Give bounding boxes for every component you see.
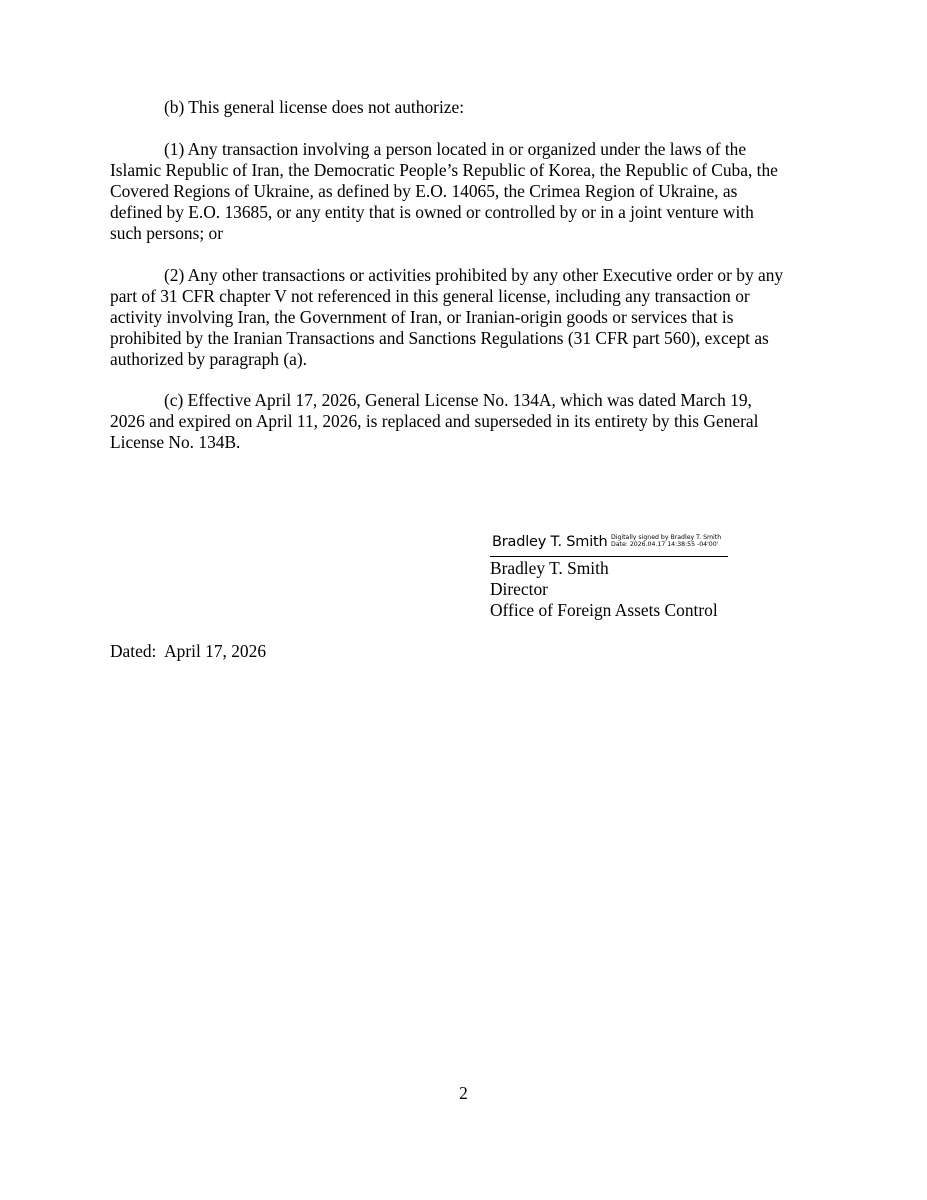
paragraph-2-line: prohibited by the Iranian Transactions and Sanctions Regulations (31 CFR part 560), except as	[110, 328, 769, 348]
dated-line: Dated: April 17, 2026	[110, 641, 267, 661]
signatory-office: Office of Foreign Assets Control	[490, 600, 718, 620]
paragraph-c-line: License No. 134B.	[110, 432, 241, 452]
signatory-details	[490, 558, 750, 621]
paragraph-1-line: Covered Regions of Ukraine, as defined by E.O. 14065, the Crimea Region of Ukraine, as	[110, 181, 738, 201]
paragraph-1-line: defined by E.O. 13685, or any entity that is owned or controlled by or in a joint venture with	[110, 202, 754, 222]
digital-signature-name: Bradley T. Smith	[492, 534, 608, 550]
paragraph-2-line: (2) Any other transactions or activities prohibited by any other Executive order or by any	[164, 265, 784, 285]
paragraph-2	[110, 265, 783, 370]
digital-signature-date: Date: 2026.04.17 14:38:55 -04'00'	[611, 541, 719, 549]
paragraph-2-line: authorized by paragraph (a).	[110, 349, 307, 369]
paragraph-1-line: (1) Any transaction involving a person located in or organized under the laws of the	[164, 139, 747, 159]
digital-signature-signed-by: Digitally signed by Bradley T. Smith	[611, 534, 722, 541]
paragraph-c-line: 2026 and expired on April 11, 2026, is replaced and superseded in its entirety by this General	[110, 411, 759, 431]
paragraph-1-line: Islamic Republic of Iran, the Democratic People’s Republic of Korea, the Republic of Cuba, the	[110, 160, 778, 180]
paragraph-b	[110, 97, 464, 118]
signature-block	[490, 532, 750, 621]
page-number: 2	[459, 1083, 468, 1103]
paragraph-1	[110, 139, 778, 244]
paragraph-2-line: part of 31 CFR chapter V not referenced in this general license, including any transaction or	[110, 286, 750, 306]
paragraph-1-line: such persons; or	[110, 223, 224, 243]
digital-signature	[490, 532, 728, 557]
signatory-name: Bradley T. Smith	[490, 558, 609, 578]
paragraph-2-line: activity involving Iran, the Government of Iran, or Iranian-origin goods or services that is	[110, 307, 734, 327]
paragraph-c	[110, 390, 758, 453]
signatory-title: Director	[490, 579, 548, 599]
digital-signature-meta	[611, 534, 721, 549]
paragraph-b-line: (b) This general license does not authorize:	[164, 97, 465, 117]
paragraph-c-line: (c) Effective April 17, 2026, General License No. 134A, which was dated March 19,	[164, 390, 752, 410]
